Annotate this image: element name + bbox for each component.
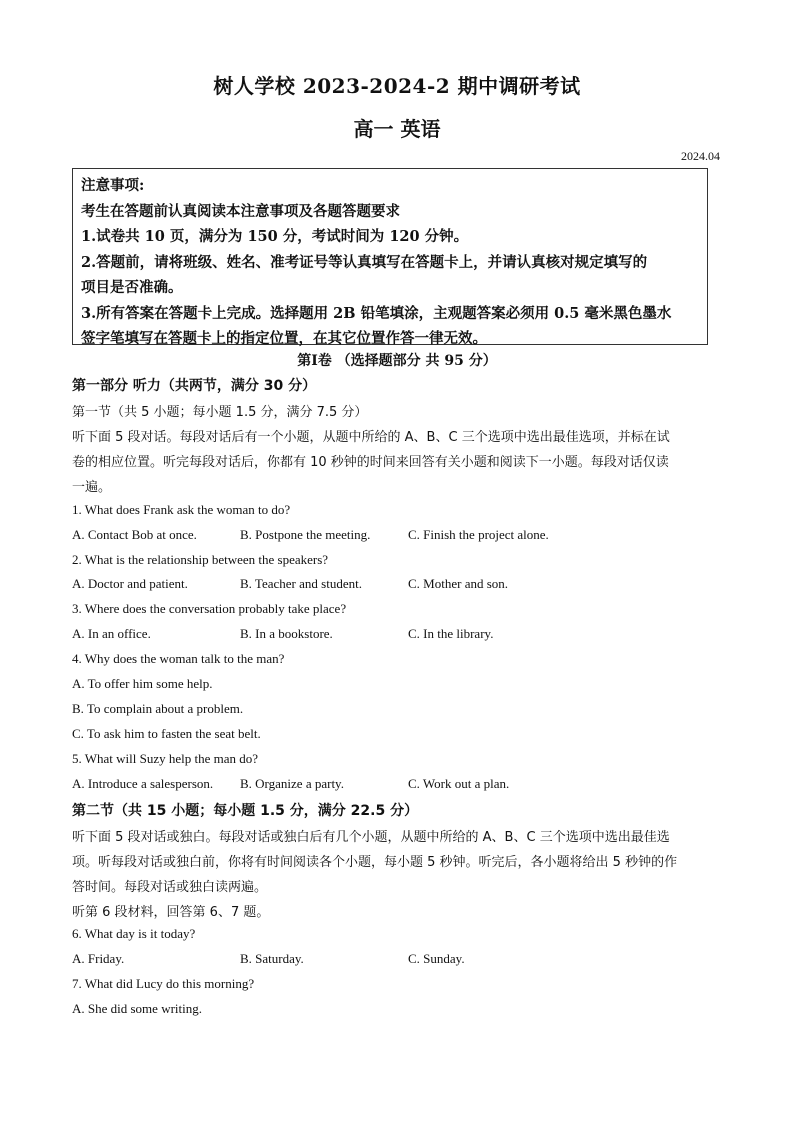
- option-b: B. To complain about a problem.: [72, 701, 244, 716]
- option-c: C. Work out a plan.: [408, 776, 510, 791]
- option-b: B. In a bookstore.: [240, 626, 333, 641]
- option-a: A. Doctor and patient.: [72, 576, 188, 591]
- option-a: A. Introduce a salesperson.: [72, 776, 214, 791]
- option-a: A. In an office.: [72, 626, 151, 641]
- question-7: 7. What did Lucy do this morning?: [72, 976, 255, 991]
- option-a: A. To offer him some help.: [72, 676, 213, 691]
- option-c: C. Mother and son.: [408, 576, 509, 591]
- section2-instructions: 项。听每段对话或独白前，你将有时间阅读各个小题，每小题 5 秒钟。听完后，各小题将给出 5 秒钟的作: [72, 855, 678, 870]
- notice-line: 项目是否准确。: [81, 279, 183, 296]
- notice-line: 考生在答题前认真阅读本注意事项及各题答题要求: [81, 202, 400, 220]
- option-a: A. She did some writing.: [72, 1001, 202, 1016]
- option-c: C. To ask him to fasten the seat belt.: [72, 726, 261, 741]
- option-b: B. Postpone the meeting.: [240, 527, 371, 542]
- question-4: 4. Why does the woman talk to the man?: [72, 651, 285, 666]
- option-a: A. Contact Bob at once.: [72, 527, 197, 542]
- question-1: 1. What does Frank ask the woman to do?: [72, 502, 291, 517]
- question-5: 5. What will Suzy help the man do?: [72, 751, 259, 766]
- option-b: B. Organize a party.: [240, 776, 344, 791]
- section1-title: 第一节（共 5 小题；每小题 1.5 分，满分 7.5 分）: [72, 405, 368, 420]
- part1-title: 第一部分 听力（共两节，满分 30 分）: [72, 378, 317, 394]
- section1-instructions: 一遍。: [72, 480, 112, 495]
- question-2: 2. What is the relationship between the speakers?: [72, 552, 329, 567]
- exam-subtitle: 高一 英语: [353, 117, 441, 141]
- volume-title: 第Ⅰ卷 （选择题部分 共 95 分）: [297, 353, 497, 369]
- notice-heading: 注意事项:: [81, 177, 145, 194]
- notice-box: [72, 168, 708, 345]
- option-a: A. Friday.: [72, 951, 125, 966]
- question-6: 6. What day is it today?: [72, 926, 196, 941]
- material-6-instruction: 听第 6 段材料，回答第 6、7 题。: [72, 905, 270, 920]
- section2-instructions: 听下面 5 段对话或独白。每段对话或独白后有几个小题，从题中所给的 A、B、C 三个选项中选出最佳选: [72, 830, 670, 845]
- notice-line: 2.答题前，请将班级、姓名、准考证号等认真填写在答题卡上，并请认真核对规定填写的: [81, 253, 648, 271]
- option-b: B. Saturday.: [240, 951, 304, 966]
- section1-instructions: 卷的相应位置。听完每段对话后，你都有 10 秒钟的时间来回答有关小题和阅读下一小题。每段对话仅读: [72, 455, 669, 470]
- option-c: C. Finish the project alone.: [408, 527, 549, 542]
- option-c: C. In the library.: [408, 626, 494, 641]
- notice-line: 1.试卷共 10 页，满分为 150 分，考试时间为 120 分钟。: [81, 228, 469, 245]
- section1-instructions: 听下面 5 段对话。每段对话后有一个小题，从题中所给的 A、B、C 三个选项中选出最佳选项，并标在试: [72, 430, 670, 445]
- section2-title: 第二节（共 15 小题；每小题 1.5 分，满分 22.5 分）: [72, 803, 419, 819]
- option-c: C. Sunday.: [408, 951, 465, 966]
- exam-title: 树人学校 2023-2024-2 期中调研考试: [213, 74, 581, 98]
- question-3: 3. Where does the conversation probably take place?: [72, 601, 347, 616]
- option-b: B. Teacher and student.: [240, 576, 362, 591]
- notice-line: 签字笔填写在答题卡上的指定位置，在其它位置作答一律无效。: [81, 330, 487, 347]
- section2-instructions: 答时间。每段对话或独白读两遍。: [72, 880, 268, 895]
- exam-date: 2024.04: [681, 149, 720, 163]
- notice-line: 3.所有答案在答题卡上完成。选择题用 2B 铅笔填涂，主观题答案必须用 0.5 毫米黑色墨水: [81, 304, 672, 322]
